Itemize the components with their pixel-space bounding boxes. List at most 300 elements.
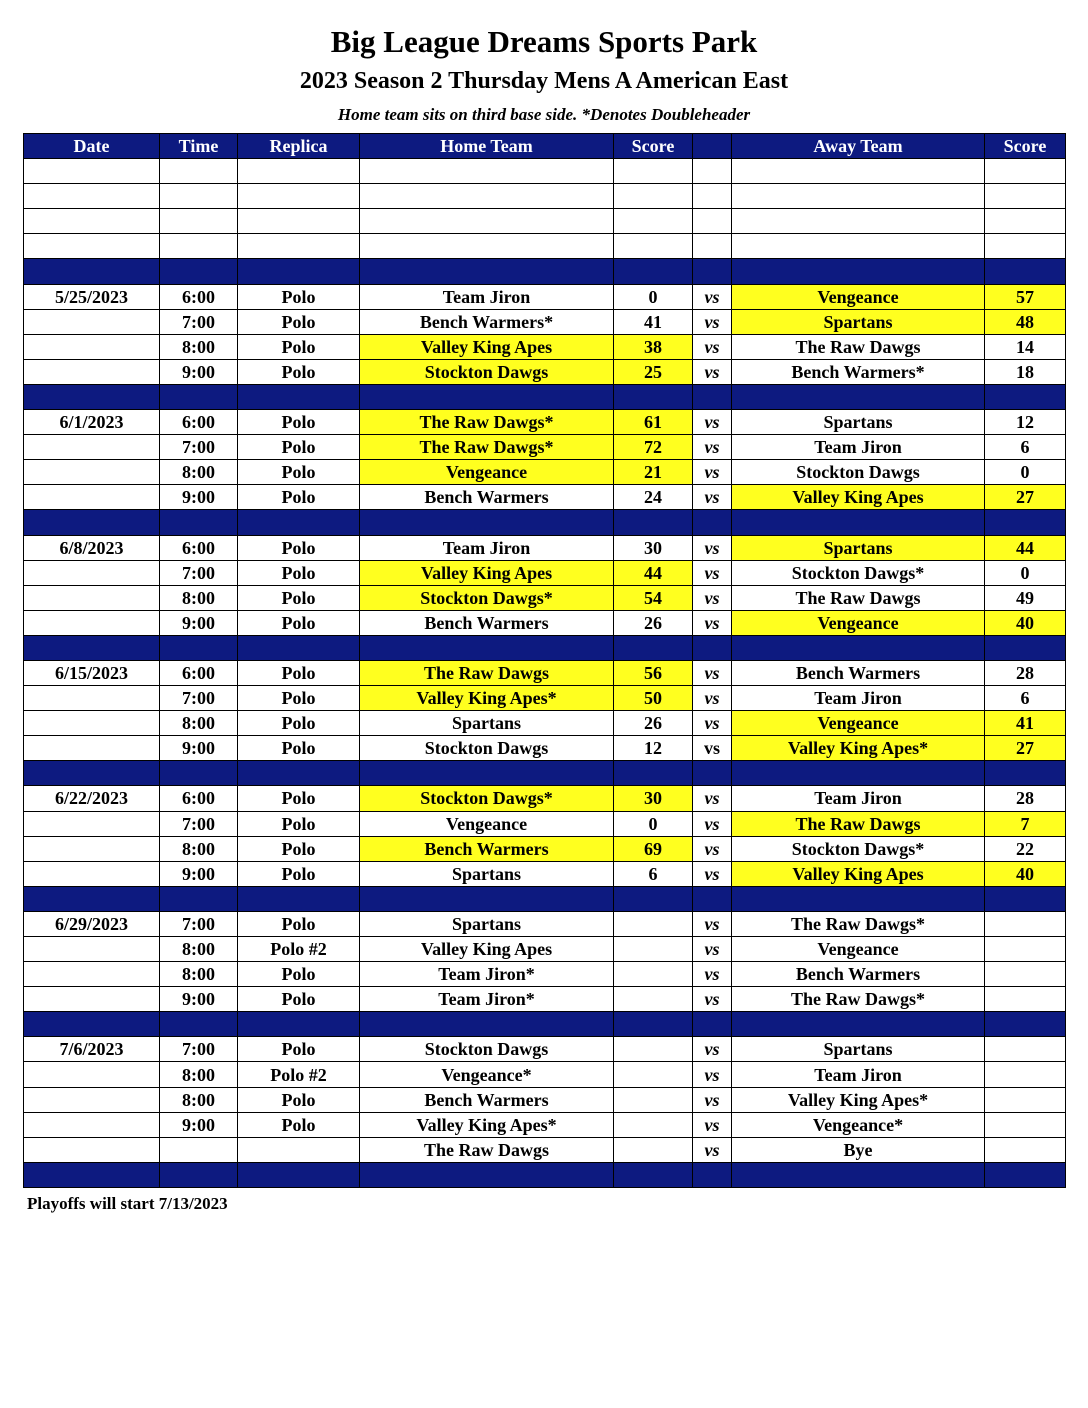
vs-cell: vs [693,309,732,334]
away-score-cell [985,962,1066,987]
replica-cell: Polo [238,811,360,836]
time-cell [160,384,238,409]
home-team-cell: Bench Warmers [360,1087,614,1112]
page-title: Big League Dreams Sports Park [330,24,758,59]
home-team-cell: Stockton Dawgs* [360,585,614,610]
home-score-cell: 72 [614,435,693,460]
home-score-cell [614,962,693,987]
away-score-cell: 40 [985,610,1066,635]
time-cell: 8:00 [160,460,238,485]
home-team-cell: Stockton Dawgs [360,359,614,384]
vs-cell: vs [693,836,732,861]
game-row [24,786,1066,811]
away-score-cell: 6 [985,435,1066,460]
home-team-cell [360,510,614,535]
replica-cell: Polo [238,711,360,736]
home-score-cell [614,937,693,962]
game-row [24,1137,1066,1162]
vs-cell [693,384,732,409]
away-team-cell: Vengeance [732,711,985,736]
replica-cell [238,259,360,284]
replica-cell [238,761,360,786]
time-cell: 7:00 [160,686,238,711]
away-score-cell: 41 [985,711,1066,736]
away-score-cell [985,635,1066,660]
date-cell [24,184,160,209]
game-row [24,435,1066,460]
replica-cell: Polo [238,962,360,987]
home-team-cell: Valley King Apes* [360,1112,614,1137]
away-team-cell: Spartans [732,309,985,334]
away-team-cell [732,1162,985,1187]
date-cell [24,610,160,635]
away-score-cell [985,259,1066,284]
away-team-cell: Spartans [732,410,985,435]
blank-row [24,209,1066,234]
date-cell [24,761,160,786]
date-cell [24,736,160,761]
home-team-cell: Team Jiron* [360,962,614,987]
date-cell: 6/15/2023 [24,660,160,685]
replica-cell: Polo [238,836,360,861]
home-team-cell [360,1012,614,1037]
away-team-cell [732,159,985,184]
date-cell [24,460,160,485]
vs-cell [693,761,732,786]
vs-cell: vs [693,535,732,560]
blank-row [24,234,1066,259]
away-team-cell [732,234,985,259]
col-header-replica: Replica [238,134,360,159]
away-team-cell: The Raw Dawgs [732,585,985,610]
home-team-cell: Stockton Dawgs [360,1037,614,1062]
vs-cell [693,1162,732,1187]
game-row [24,937,1066,962]
away-team-cell: Valley King Apes [732,485,985,510]
away-team-cell [732,886,985,911]
time-cell [160,1137,238,1162]
home-score-cell: 21 [614,460,693,485]
home-score-cell: 50 [614,686,693,711]
away-score-cell: 7 [985,811,1066,836]
replica-cell [238,159,360,184]
date-cell [24,485,160,510]
game-row [24,485,1066,510]
date-cell [24,937,160,962]
home-score-cell [614,159,693,184]
date-cell [24,1162,160,1187]
home-team-cell [360,234,614,259]
time-cell: 9:00 [160,736,238,761]
vs-cell [693,886,732,911]
week-separator-row [24,635,1066,660]
time-cell [160,510,238,535]
game-row [24,987,1066,1012]
date-cell [24,1112,160,1137]
home-score-cell [614,1012,693,1037]
time-cell: 6:00 [160,786,238,811]
away-team-cell: Team Jiron [732,786,985,811]
game-row [24,309,1066,334]
week-separator-row [24,886,1066,911]
replica-cell [238,234,360,259]
away-score-cell [985,937,1066,962]
time-cell: 8:00 [160,1062,238,1087]
game-row [24,686,1066,711]
vs-cell: vs [693,736,732,761]
home-team-cell [360,384,614,409]
home-score-cell [614,1137,693,1162]
vs-cell: vs [693,1087,732,1112]
game-row [24,811,1066,836]
col-header-home-score: Score [614,134,693,159]
home-team-cell: Stockton Dawgs [360,736,614,761]
away-score-cell [985,1162,1066,1187]
replica-cell: Polo [238,410,360,435]
home-score-cell [614,1062,693,1087]
vs-cell: vs [693,610,732,635]
away-score-cell [985,234,1066,259]
away-team-cell: Vengeance [732,610,985,635]
col-header-time: Time [160,134,238,159]
replica-cell [238,1137,360,1162]
game-row [24,736,1066,761]
game-row [24,585,1066,610]
game-row [24,410,1066,435]
replica-cell: Polo [238,359,360,384]
away-score-cell: 0 [985,460,1066,485]
home-score-cell [614,987,693,1012]
vs-cell [693,1012,732,1037]
col-header-vs [693,134,732,159]
home-team-cell: Spartans [360,911,614,936]
date-cell [24,435,160,460]
vs-cell: vs [693,284,732,309]
away-score-cell: 28 [985,660,1066,685]
replica-cell [238,635,360,660]
home-team-cell: Vengeance* [360,1062,614,1087]
replica-cell: Polo [238,560,360,585]
date-cell [24,560,160,585]
home-team-cell: Spartans [360,711,614,736]
game-row [24,962,1066,987]
date-cell [24,686,160,711]
date-cell: 6/1/2023 [24,410,160,435]
away-score-cell [985,184,1066,209]
away-score-cell: 57 [985,284,1066,309]
away-team-cell [732,184,985,209]
away-team-cell: Spartans [732,1037,985,1062]
header-row [24,134,1066,159]
time-cell [160,761,238,786]
time-cell: 9:00 [160,485,238,510]
game-row [24,560,1066,585]
replica-cell: Polo [238,309,360,334]
away-team-cell: Bench Warmers [732,962,985,987]
time-cell: 8:00 [160,836,238,861]
time-cell: 7:00 [160,911,238,936]
away-score-cell: 27 [985,485,1066,510]
replica-cell: Polo [238,460,360,485]
vs-cell: vs [693,686,732,711]
date-cell [24,1012,160,1037]
vs-cell [693,635,732,660]
vs-cell: vs [693,937,732,962]
replica-cell: Polo [238,736,360,761]
replica-cell: Polo [238,660,360,685]
time-cell: 8:00 [160,937,238,962]
away-team-cell: Stockton Dawgs* [732,836,985,861]
home-score-cell: 0 [614,811,693,836]
away-score-cell: 14 [985,334,1066,359]
home-team-cell [360,209,614,234]
replica-cell: Polo #2 [238,937,360,962]
time-cell: 6:00 [160,410,238,435]
game-row [24,836,1066,861]
replica-cell [238,1162,360,1187]
away-team-cell: Bench Warmers [732,660,985,685]
away-score-cell [985,1037,1066,1062]
date-cell [24,510,160,535]
col-header-home-team: Home Team [360,134,614,159]
home-score-cell: 25 [614,359,693,384]
vs-cell: vs [693,811,732,836]
date-cell [24,962,160,987]
away-score-cell: 27 [985,736,1066,761]
date-cell [24,861,160,886]
away-team-cell: Vengeance [732,937,985,962]
replica-cell: Polo [238,786,360,811]
away-score-cell: 49 [985,585,1066,610]
home-team-cell [360,184,614,209]
vs-cell: vs [693,435,732,460]
away-team-cell [732,259,985,284]
home-score-cell [614,510,693,535]
time-cell: 7:00 [160,435,238,460]
away-score-cell [985,384,1066,409]
home-score-cell: 30 [614,786,693,811]
home-team-cell: The Raw Dawgs [360,1137,614,1162]
home-score-cell [614,911,693,936]
date-cell: 5/25/2023 [24,284,160,309]
vs-cell: vs [693,1062,732,1087]
time-cell [160,184,238,209]
home-score-cell: 38 [614,334,693,359]
date-cell [24,585,160,610]
home-score-cell [614,384,693,409]
away-team-cell [732,510,985,535]
replica-cell [238,886,360,911]
page-subtitle: 2023 Season 2 Thursday Mens A American East [299,68,789,94]
vs-cell [693,234,732,259]
replica-cell: Polo [238,1037,360,1062]
away-score-cell: 48 [985,309,1066,334]
home-score-cell [614,1112,693,1137]
time-cell: 7:00 [160,811,238,836]
blank-row [24,184,1066,209]
replica-cell [238,184,360,209]
game-row [24,334,1066,359]
time-cell: 9:00 [160,1112,238,1137]
home-score-cell: 56 [614,660,693,685]
vs-cell: vs [693,485,732,510]
page-note: Home team sits on third base side. *Denotes Doubleheader [337,105,751,124]
date-cell: 6/8/2023 [24,535,160,560]
vs-cell: vs [693,359,732,384]
away-team-cell: Bench Warmers* [732,359,985,384]
game-row [24,911,1066,936]
vs-cell [693,259,732,284]
home-score-cell [614,259,693,284]
date-cell [24,309,160,334]
away-team-cell: The Raw Dawgs [732,811,985,836]
week-separator-row [24,384,1066,409]
schedule-table [23,133,1066,1188]
date-cell [24,359,160,384]
date-cell [24,259,160,284]
time-cell: 6:00 [160,535,238,560]
date-cell [24,635,160,660]
home-score-cell: 24 [614,485,693,510]
time-cell [160,209,238,234]
game-row [24,1087,1066,1112]
vs-cell: vs [693,861,732,886]
away-team-cell [732,1012,985,1037]
home-team-cell: Valley King Apes [360,937,614,962]
vs-cell: vs [693,962,732,987]
time-cell [160,234,238,259]
game-row [24,1037,1066,1062]
time-cell: 7:00 [160,560,238,585]
game-row [24,284,1066,309]
away-score-cell [985,1087,1066,1112]
away-score-cell [985,1137,1066,1162]
away-score-cell [985,510,1066,535]
vs-cell: vs [693,410,732,435]
vs-cell: vs [693,987,732,1012]
col-header-away-score: Score [985,134,1066,159]
replica-cell: Polo #2 [238,1062,360,1087]
away-team-cell: Team Jiron [732,1062,985,1087]
home-score-cell: 26 [614,711,693,736]
game-row [24,610,1066,635]
home-team-cell: Vengeance [360,811,614,836]
away-score-cell [985,1012,1066,1037]
vs-cell: vs [693,1112,732,1137]
time-cell: 6:00 [160,660,238,685]
date-cell: 6/29/2023 [24,911,160,936]
home-team-cell [360,761,614,786]
blank-row [24,159,1066,184]
game-row [24,660,1066,685]
vs-cell: vs [693,660,732,685]
home-team-cell: Bench Warmers [360,836,614,861]
replica-cell [238,209,360,234]
home-score-cell [614,209,693,234]
away-team-cell [732,635,985,660]
away-team-cell: Stockton Dawgs [732,460,985,485]
home-score-cell [614,761,693,786]
game-row [24,535,1066,560]
away-team-cell: The Raw Dawgs [732,334,985,359]
time-cell [160,159,238,184]
home-score-cell: 54 [614,585,693,610]
week-separator-row [24,259,1066,284]
away-score-cell: 40 [985,861,1066,886]
game-row [24,359,1066,384]
away-team-cell: Vengeance [732,284,985,309]
home-score-cell [614,1037,693,1062]
home-team-cell [360,635,614,660]
home-team-cell: Team Jiron [360,284,614,309]
week-separator-row [24,1012,1066,1037]
replica-cell: Polo [238,1112,360,1137]
time-cell: 8:00 [160,334,238,359]
home-team-cell: Valley King Apes* [360,686,614,711]
date-cell [24,159,160,184]
away-score-cell [985,987,1066,1012]
time-cell [160,886,238,911]
game-row [24,460,1066,485]
away-score-cell: 44 [985,535,1066,560]
away-team-cell: Valley King Apes* [732,736,985,761]
vs-cell: vs [693,460,732,485]
game-row [24,1112,1066,1137]
game-row [24,861,1066,886]
home-team-cell: Bench Warmers [360,610,614,635]
time-cell: 9:00 [160,610,238,635]
home-score-cell [614,886,693,911]
home-score-cell: 30 [614,535,693,560]
away-team-cell: Stockton Dawgs* [732,560,985,585]
vs-cell: vs [693,334,732,359]
replica-cell: Polo [238,535,360,560]
time-cell [160,259,238,284]
game-row [24,1062,1066,1087]
away-score-cell: 6 [985,686,1066,711]
away-team-cell: Valley King Apes [732,861,985,886]
vs-cell: vs [693,1137,732,1162]
week-separator-row [24,761,1066,786]
away-team-cell [732,209,985,234]
time-cell: 9:00 [160,987,238,1012]
vs-cell [693,184,732,209]
time-cell: 8:00 [160,711,238,736]
week-separator-row [24,510,1066,535]
home-team-cell: Bench Warmers [360,485,614,510]
date-cell: 6/22/2023 [24,786,160,811]
away-team-cell: Bye [732,1137,985,1162]
home-team-cell [360,159,614,184]
home-score-cell: 69 [614,836,693,861]
home-team-cell: The Raw Dawgs [360,660,614,685]
away-score-cell [985,209,1066,234]
home-team-cell: The Raw Dawgs* [360,410,614,435]
vs-cell [693,209,732,234]
replica-cell: Polo [238,585,360,610]
home-score-cell: 6 [614,861,693,886]
away-team-cell: Spartans [732,535,985,560]
time-cell: 9:00 [160,861,238,886]
away-score-cell: 0 [985,560,1066,585]
home-team-cell: Spartans [360,861,614,886]
home-score-cell [614,234,693,259]
home-score-cell [614,635,693,660]
vs-cell [693,510,732,535]
time-cell [160,635,238,660]
away-team-cell [732,761,985,786]
home-team-cell: Team Jiron* [360,987,614,1012]
